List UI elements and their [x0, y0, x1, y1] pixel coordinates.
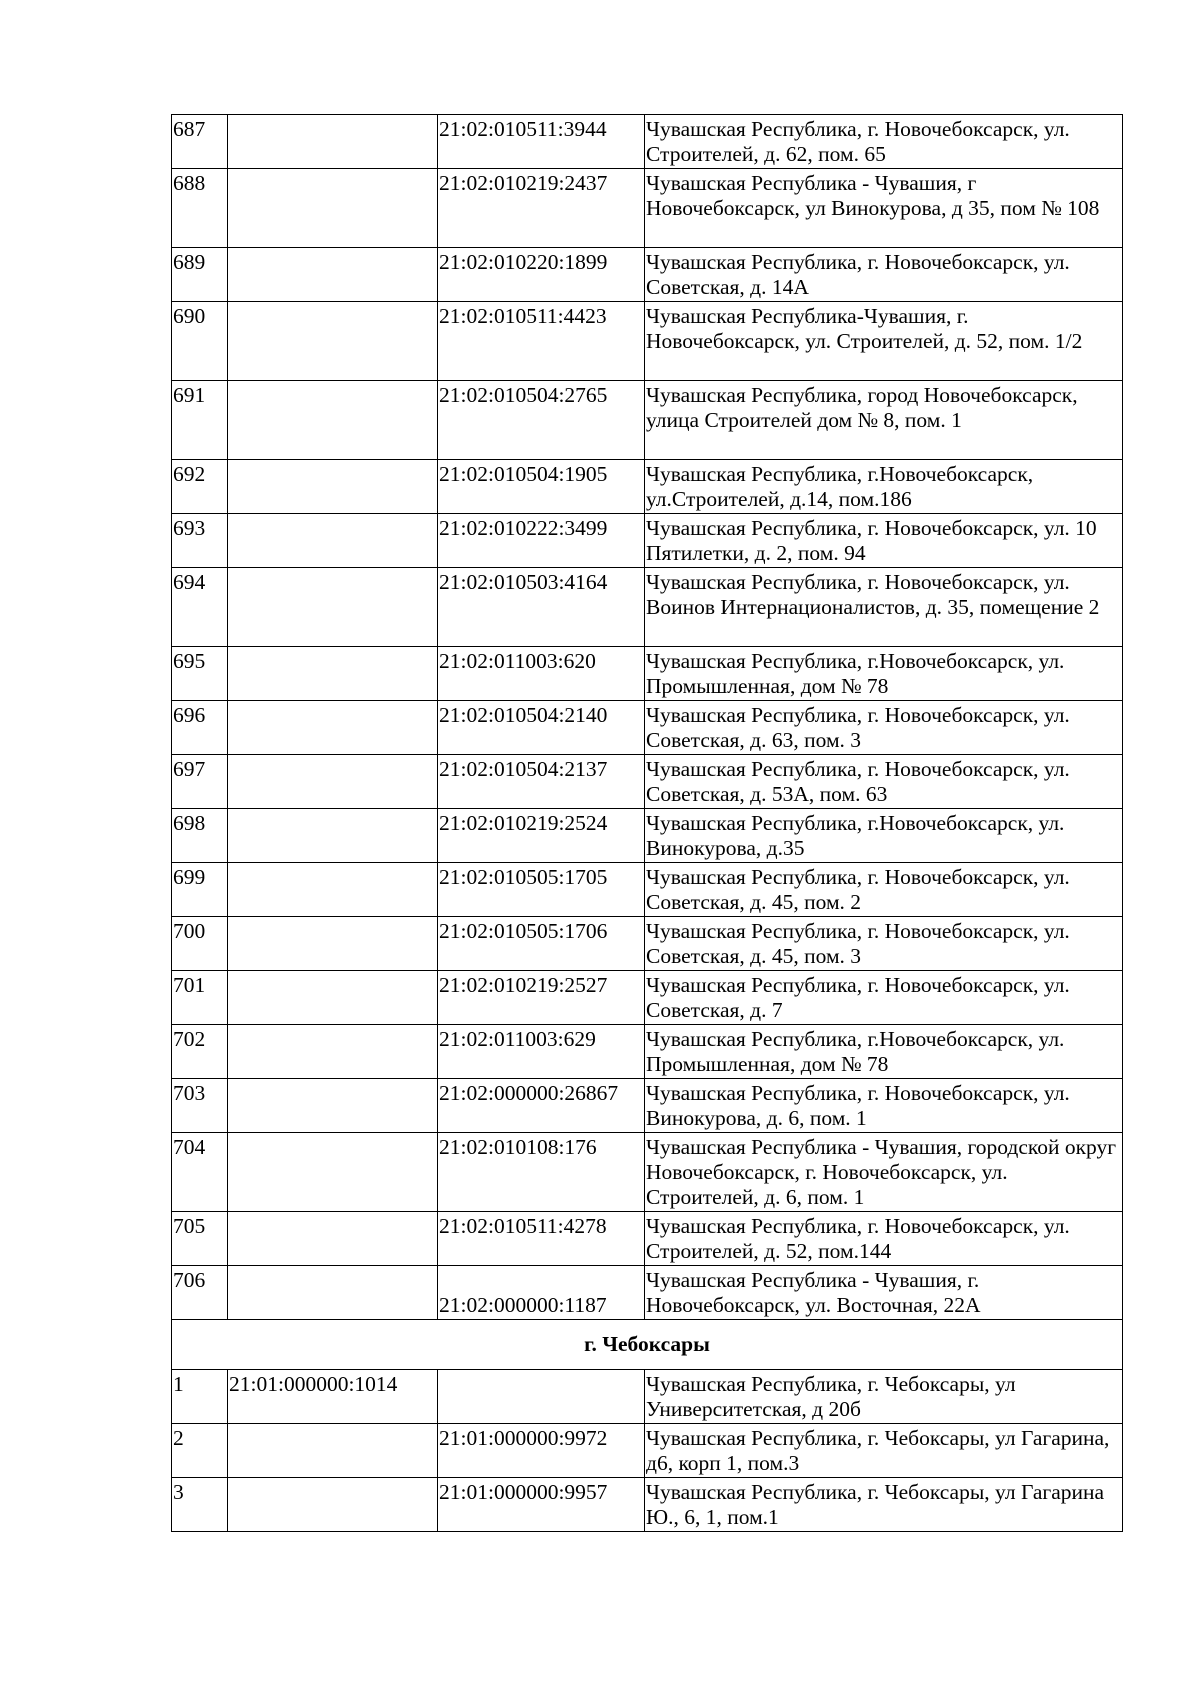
address: Чувашская Республика, г. Новочебоксарск, ул. Строителей, д. 62, пом. 65 [645, 115, 1123, 169]
address: Чувашская Республика, г. Новочебоксарск, ул. Советская, д. 63, пом. 3 [645, 701, 1123, 755]
address: Чувашская Республика, г. Новочебоксарск, ул. Советская, д. 7 [645, 971, 1123, 1025]
cadastral-number-2: 21:02:010504:2140 [438, 701, 645, 755]
cadastral-number-2: 21:02:010505:1705 [438, 863, 645, 917]
address: Чувашская Республика, г.Новочебоксарск, ул. Промышленная, дом № 78 [645, 647, 1123, 701]
row-number: 703 [172, 1079, 228, 1133]
cadastral-number-2: 21:02:010504:2137 [438, 755, 645, 809]
cadastral-number-2: 21:02:000000:26867 [438, 1079, 645, 1133]
cadastral-number-1 [228, 169, 438, 248]
cadastral-number-2: 21:02:010511:4278 [438, 1212, 645, 1266]
cadastral-number-1 [228, 863, 438, 917]
section-heading-row [172, 1320, 1123, 1370]
row-number: 695 [172, 647, 228, 701]
cadastral-number-2: 21:01:000000:9957 [438, 1478, 645, 1532]
row-number: 699 [172, 863, 228, 917]
table-row [172, 917, 1123, 971]
address: Чувашская Республика, г. Новочебоксарск, ул. Воинов Интернационалистов, д. 35, помещение 2 [645, 568, 1123, 647]
cadastral-number-1 [228, 755, 438, 809]
table-row [172, 115, 1123, 169]
cadastral-number-1 [228, 1266, 438, 1320]
cadastral-number-1 [228, 302, 438, 381]
cadastral-number-1 [228, 568, 438, 647]
cadastral-number-1 [228, 248, 438, 302]
table-row [172, 248, 1123, 302]
cadastral-number-1 [228, 971, 438, 1025]
address: Чувашская Республика - Чувашия, г. Новочебоксарск, ул. Восточная, 22А [645, 1266, 1123, 1320]
cadastral-number-2: 21:02:010503:4164 [438, 568, 645, 647]
cadastral-number-1 [228, 1424, 438, 1478]
table-row [172, 755, 1123, 809]
table-row [172, 514, 1123, 568]
cadastral-number-1 [228, 809, 438, 863]
registry-table [171, 114, 1123, 1532]
cadastral-number-1 [228, 1212, 438, 1266]
table-row [172, 1370, 1123, 1424]
cadastral-number-1 [228, 115, 438, 169]
address: Чувашская Республика, г. Чебоксары, ул Университетская, д 20б [645, 1370, 1123, 1424]
table-row [172, 169, 1123, 248]
cadastral-number-2 [438, 1370, 645, 1424]
address: Чувашская Республика, город Новочебоксарск, улица Строителей дом № 8, пом. 1 [645, 381, 1123, 460]
cadastral-number-2: 21:02:010220:1899 [438, 248, 645, 302]
table-row [172, 647, 1123, 701]
table-row [172, 1266, 1123, 1320]
address: Чувашская Республика-Чувашия, г. Новочебоксарск, ул. Строителей, д. 52, пом. 1/2 [645, 302, 1123, 381]
row-number: 706 [172, 1266, 228, 1320]
address: Чувашская Республика, г. Новочебоксарск, ул. Советская, д. 53А, пом. 63 [645, 755, 1123, 809]
cadastral-number-2: 21:02:010219:2527 [438, 971, 645, 1025]
address: Чувашская Республика, г. Чебоксары, ул Гагарина Ю., 6, 1, пом.1 [645, 1478, 1123, 1532]
address: Чувашская Республика, г. Новочебоксарск, ул. Винокурова, д. 6, пом. 1 [645, 1079, 1123, 1133]
cadastral-number-2: 21:02:010511:3944 [438, 115, 645, 169]
address: Чувашская Республика - Чувашия, городской округ Новочебоксарск, г. Новочебоксарск, ул. Строителей, д. 6, пом. 1 [645, 1133, 1123, 1212]
address: Чувашская Республика - Чувашия, г Новочебоксарск, ул Винокурова, д 35, пом № 108 [645, 169, 1123, 248]
table-row [172, 568, 1123, 647]
cadastral-number-2: 21:02:010504:1905 [438, 460, 645, 514]
row-number: 697 [172, 755, 228, 809]
section-title: г. Чебоксары [172, 1320, 1123, 1370]
table-row [172, 971, 1123, 1025]
row-number: 704 [172, 1133, 228, 1212]
cadastral-number-2: 21:02:010219:2437 [438, 169, 645, 248]
row-number: 1 [172, 1370, 228, 1424]
cadastral-number-1 [228, 917, 438, 971]
row-number: 698 [172, 809, 228, 863]
table-row [172, 1478, 1123, 1532]
cadastral-number-1: 21:01:000000:1014 [228, 1370, 438, 1424]
address: Чувашская Республика, г.Новочебоксарск, ул.Строителей, д.14, пом.186 [645, 460, 1123, 514]
address: Чувашская Республика, г. Новочебоксарск, ул. Советская, д. 14А [645, 248, 1123, 302]
row-number: 2 [172, 1424, 228, 1478]
cadastral-number-2: 21:02:011003:620 [438, 647, 645, 701]
row-number: 691 [172, 381, 228, 460]
cadastral-number-2: 21:02:010108:176 [438, 1133, 645, 1212]
address: Чувашская Республика, г. Новочебоксарск, ул. Строителей, д. 52, пом.144 [645, 1212, 1123, 1266]
cadastral-number-1 [228, 514, 438, 568]
address: Чувашская Республика, г.Новочебоксарск, ул. Промышленная, дом № 78 [645, 1025, 1123, 1079]
address: Чувашская Республика, г. Новочебоксарск, ул. Советская, д. 45, пом. 2 [645, 863, 1123, 917]
row-number: 702 [172, 1025, 228, 1079]
cadastral-number-2: 21:02:010511:4423 [438, 302, 645, 381]
row-number: 688 [172, 169, 228, 248]
table-row [172, 701, 1123, 755]
table-row [172, 1133, 1123, 1212]
table-row [172, 1025, 1123, 1079]
table-row [172, 863, 1123, 917]
table-row [172, 460, 1123, 514]
cadastral-number-1 [228, 701, 438, 755]
table-row [172, 381, 1123, 460]
cadastral-number-1 [228, 460, 438, 514]
cadastral-number-2: 21:02:011003:629 [438, 1025, 645, 1079]
cadastral-number-2: 21:01:000000:9972 [438, 1424, 645, 1478]
cadastral-number-1 [228, 381, 438, 460]
address: Чувашская Республика, г. Чебоксары, ул Гагарина, д6, корп 1, пом.3 [645, 1424, 1123, 1478]
row-number: 700 [172, 917, 228, 971]
cadastral-number-1 [228, 1478, 438, 1532]
address: Чувашская Республика, г. Новочебоксарск, ул. 10 Пятилетки, д. 2, пом. 94 [645, 514, 1123, 568]
row-number: 690 [172, 302, 228, 381]
cadastral-number-1 [228, 1133, 438, 1212]
row-number: 689 [172, 248, 228, 302]
cadastral-number-1 [228, 647, 438, 701]
table-row [172, 1424, 1123, 1478]
address: Чувашская Республика, г. Новочебоксарск, ул. Советская, д. 45, пом. 3 [645, 917, 1123, 971]
cadastral-number-1 [228, 1025, 438, 1079]
address: Чувашская Республика, г.Новочебоксарск, ул. Винокурова, д.35 [645, 809, 1123, 863]
table-row [172, 302, 1123, 381]
table-row [172, 809, 1123, 863]
cadastral-number-2: 21:02:010505:1706 [438, 917, 645, 971]
row-number: 692 [172, 460, 228, 514]
row-number: 705 [172, 1212, 228, 1266]
cadastral-number-2: 21:02:010504:2765 [438, 381, 645, 460]
table-row [172, 1079, 1123, 1133]
cadastral-number-2: 21:02:000000:1187 [438, 1266, 645, 1320]
row-number: 3 [172, 1478, 228, 1532]
row-number: 687 [172, 115, 228, 169]
cadastral-number-1 [228, 1079, 438, 1133]
table-row [172, 1212, 1123, 1266]
cadastral-number-2: 21:02:010219:2524 [438, 809, 645, 863]
row-number: 693 [172, 514, 228, 568]
row-number: 694 [172, 568, 228, 647]
cadastral-number-2: 21:02:010222:3499 [438, 514, 645, 568]
row-number: 696 [172, 701, 228, 755]
row-number: 701 [172, 971, 228, 1025]
